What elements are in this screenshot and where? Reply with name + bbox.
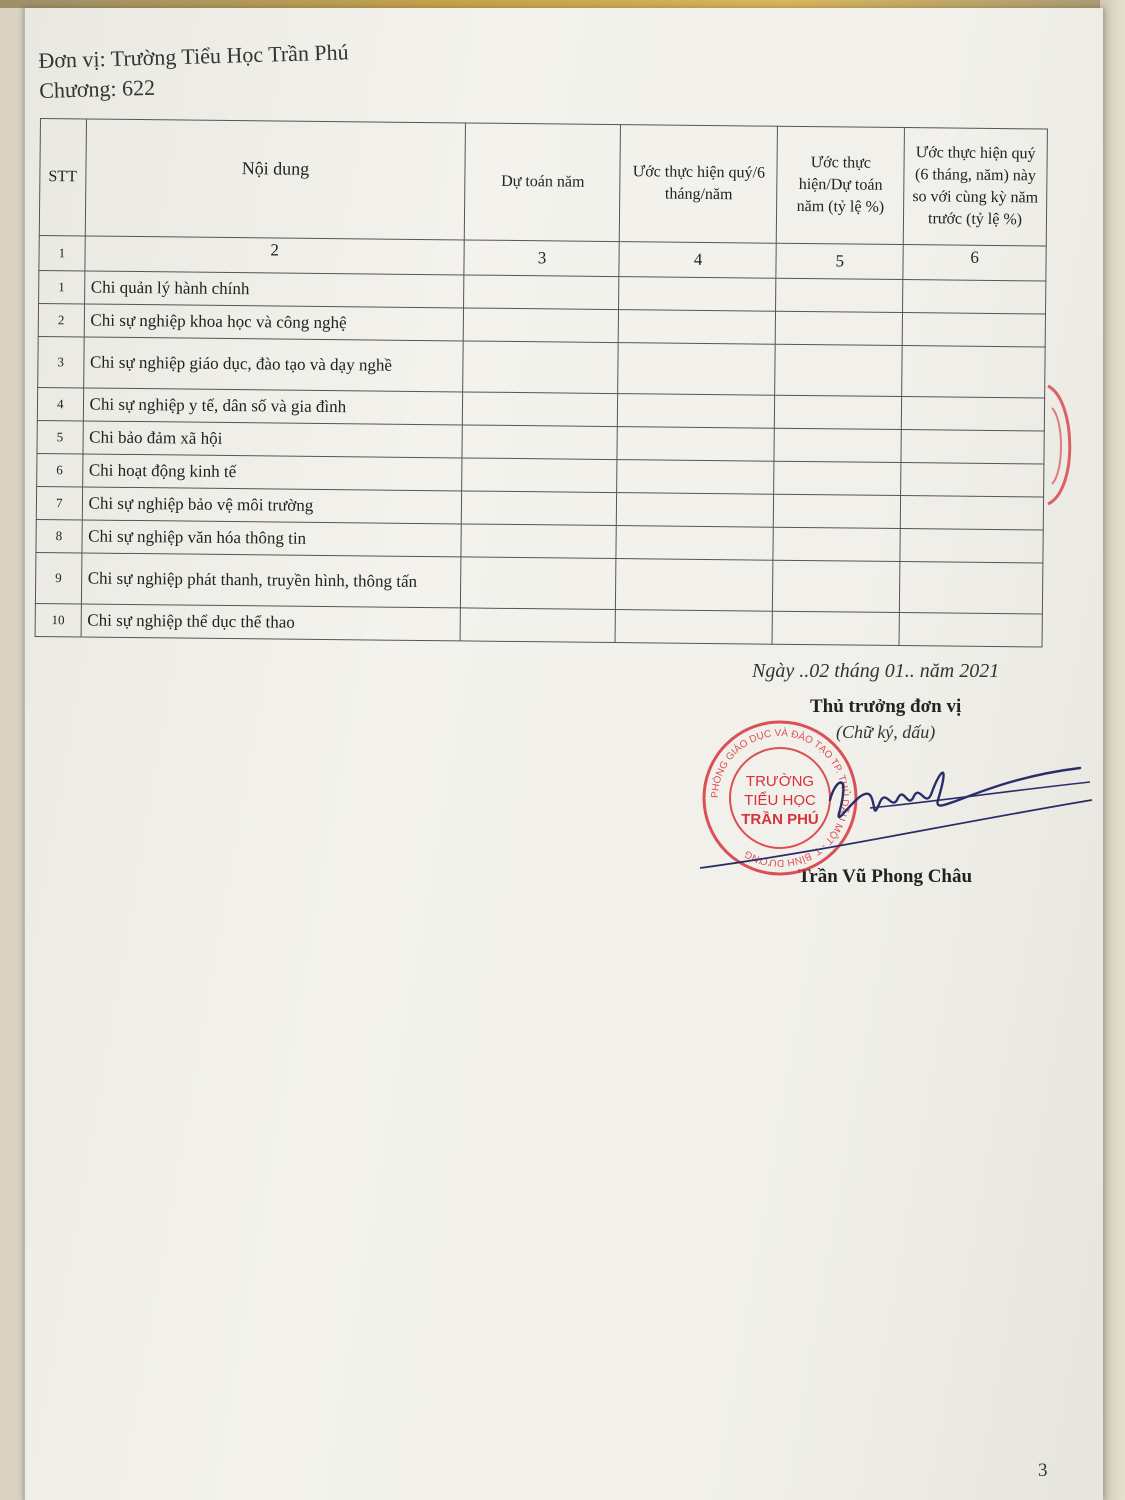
empty-cell — [617, 460, 774, 495]
empty-cell — [461, 608, 616, 643]
row-stt: 5 — [37, 420, 83, 453]
column-header-annual-estimate: Dự toán năm — [465, 123, 621, 242]
empty-cell — [773, 527, 900, 561]
empty-cell — [616, 526, 773, 561]
row-stt: 9 — [35, 552, 81, 603]
budget-table — [35, 118, 1048, 648]
chapter-line: Chương: 622 — [38, 74, 156, 103]
table-header-row — [39, 119, 1047, 247]
row-stt: 10 — [35, 603, 81, 636]
signer-subtitle: (Chữ ký, dấu) — [836, 722, 936, 742]
empty-cell — [619, 310, 776, 345]
empty-cell — [775, 395, 902, 429]
signer-title: Thủ trưởng đơn vị — [810, 696, 962, 717]
date-line: Ngày ..02 tháng 01.. năm 2021 — [752, 660, 1000, 682]
empty-cell — [901, 430, 1044, 464]
column-number: 3 — [464, 240, 619, 277]
empty-cell — [619, 277, 776, 312]
row-content: Chi sự nghiệp bảo vệ môi trường — [82, 487, 462, 524]
empty-cell — [900, 529, 1043, 563]
empty-cell — [462, 458, 617, 493]
empty-cell — [900, 496, 1043, 530]
empty-cell — [899, 613, 1042, 647]
empty-cell — [463, 341, 619, 394]
partial-seal-icon — [1040, 380, 1080, 510]
background-strip-right — [1100, 0, 1125, 1500]
seal-line-3: TRẦN PHÚ — [741, 811, 819, 828]
background-strip-top — [0, 0, 1125, 8]
empty-cell — [773, 560, 900, 612]
empty-cell — [617, 427, 774, 462]
empty-cell — [616, 610, 773, 645]
row-stt: 7 — [36, 486, 82, 519]
empty-cell — [776, 311, 903, 345]
empty-cell — [901, 463, 1044, 497]
row-stt: 3 — [38, 336, 84, 387]
empty-cell — [899, 562, 1042, 614]
row-stt: 8 — [36, 519, 82, 552]
empty-cell — [774, 494, 901, 528]
seal-line-2: TIỂU HỌC — [744, 792, 816, 809]
column-number: 6 — [903, 245, 1046, 281]
row-content: Chi sự nghiệp khoa học và công nghệ — [84, 304, 464, 341]
empty-cell — [461, 524, 616, 559]
empty-cell — [903, 280, 1046, 314]
column-header-stt: STT — [39, 119, 86, 236]
empty-cell — [618, 343, 776, 396]
empty-cell — [617, 493, 774, 528]
empty-cell — [464, 308, 619, 343]
row-content: Chi sự nghiệp phát thanh, truyền hình, thông tấn — [81, 553, 461, 608]
empty-cell — [464, 275, 619, 310]
row-content: Chi sự nghiệp y tế, dân số và gia đình — [83, 388, 463, 425]
empty-cell — [463, 392, 618, 427]
seal-ring-text: PHÒNG GIÁO DỤC VÀ ĐÀO TẠO TP. THỦ DẦU MỘT - T. BÌNH DƯƠNG — [709, 727, 851, 869]
handwritten-signature-icon — [700, 740, 1100, 880]
empty-cell — [462, 491, 617, 526]
seal-line-1: TRƯỜNG — [745, 773, 815, 790]
row-content: Chi sự nghiệp thể dục thể thao — [81, 604, 461, 641]
row-content: Chi sự nghiệp văn hóa thông tin — [82, 520, 462, 557]
signer-name: Trần Vũ Phong Châu — [798, 866, 973, 887]
row-content: Chi quản lý hành chính — [84, 271, 464, 308]
column-number: 4 — [619, 242, 776, 279]
row-stt: 1 — [39, 270, 85, 303]
empty-cell — [902, 346, 1045, 398]
empty-cell — [775, 344, 902, 396]
column-number: 5 — [776, 243, 903, 279]
empty-cell — [462, 425, 617, 460]
empty-cell — [774, 428, 901, 462]
empty-cell — [616, 559, 774, 612]
row-content: Chi sự nghiệp giáo dục, đào tạo và dạy nghề — [83, 337, 463, 392]
column-number: 1 — [39, 235, 85, 270]
page-number: 3 — [1038, 1460, 1048, 1481]
empty-cell — [901, 397, 1044, 431]
empty-cell — [773, 611, 900, 645]
row-stt: 4 — [37, 387, 83, 420]
row-stt: 2 — [38, 303, 84, 336]
empty-cell — [618, 394, 775, 429]
row-content: Chi hoạt động kinh tế — [82, 454, 462, 491]
empty-cell — [774, 461, 901, 495]
empty-cell — [902, 313, 1045, 347]
document-header — [38, 37, 350, 106]
column-header-ratio-estimate: Ước thực hiện/Dự toán năm (tỷ lệ %) — [777, 126, 905, 244]
column-header-content: Nội dung — [85, 119, 466, 240]
empty-cell — [461, 557, 617, 610]
unit-line: Đơn vị: Trường Tiểu Học Trần Phú — [38, 39, 349, 73]
row-content: Chi bảo đảm xã hội — [83, 421, 463, 458]
column-header-ratio-previous-year: Ước thực hiện quý (6 tháng, năm) này so với cùng kỳ năm trước (tỷ lệ %) — [903, 128, 1047, 246]
row-stt: 6 — [37, 453, 83, 486]
column-number: 2 — [84, 236, 464, 275]
column-header-estimated-execution: Ước thực hiện quý/6 tháng/năm — [620, 125, 778, 244]
empty-cell — [776, 278, 903, 312]
